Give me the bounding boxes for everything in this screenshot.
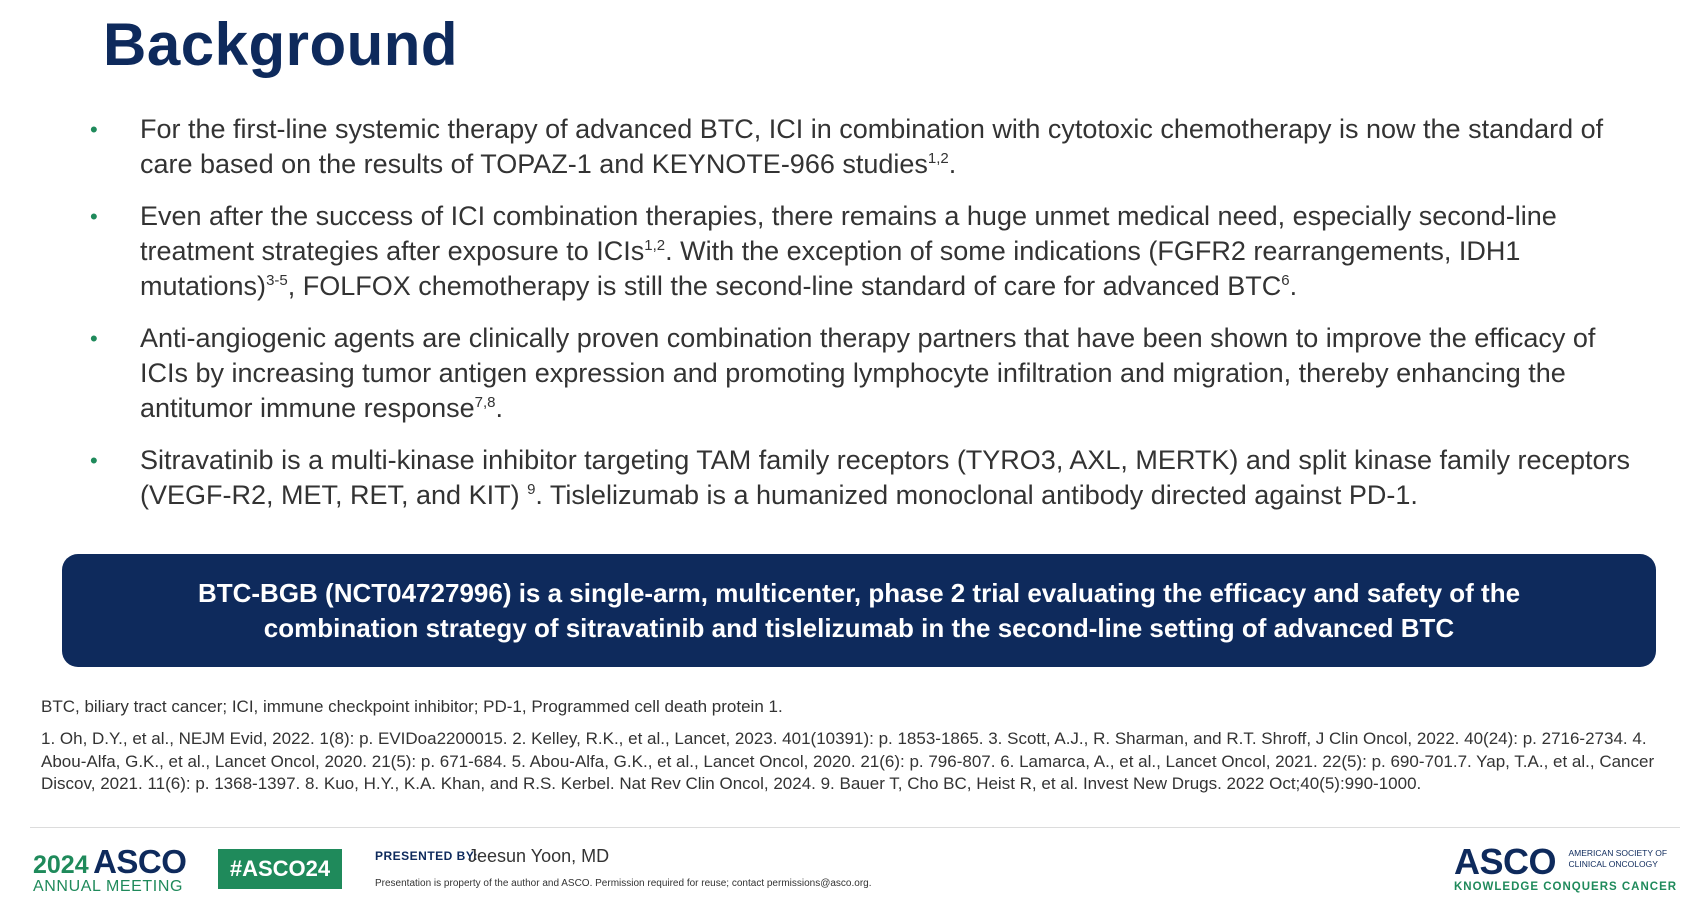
bullet-text: , FOLFOX chemotherapy is still the second-line standard of care for advanced BTC xyxy=(287,271,1282,301)
bullet-text: . xyxy=(495,393,504,423)
citation: 1,2 xyxy=(644,237,666,254)
society-line: CLINICAL ONCOLOGY xyxy=(1568,859,1658,869)
list-item xyxy=(88,112,1648,182)
presenter-name: Jeesun Yoon, MD xyxy=(468,846,610,866)
footer-divider xyxy=(30,827,1680,828)
list-item xyxy=(88,321,1648,426)
presented-by-label: PRESENTED BY: xyxy=(375,849,478,863)
hashtag-badge: #ASCO24 xyxy=(218,849,342,889)
bullet-text: Sitravatinib is a multi-kinase inhibitor targeting TAM family receptors (TYRO3, AXL, MERTK) and split kinase family receptors (VEGF-R2, MET, RET, and KIT) xyxy=(140,445,1631,510)
abbreviations: BTC, biliary tract cancer; ICI, immune checkpoint inhibitor; PD-1, Programmed cell death protein 1. xyxy=(41,697,783,716)
trial-callout xyxy=(62,554,1656,667)
references: 1. Oh, D.Y., et al., NEJM Evid, 2022. 1(8): p. EVIDoa2200015. 2. Kelley, R.K., et al., Lancet, 2023. 401(10391): p. 1853-1865. 3. Scott, A.J., R. Sharman, and R.T. Shroff, J Clin Oncol, 2022. 40(24): p. 2716-2734. 4. Abou-Alfa, G.K., et al., Lancet Oncol, 2020. 21(5): p. 671-684. 5. Abou-Alfa, G.K., et al., Lancet Oncol, 2020. 21(6): p. 796-807. 6. Lamarca, A., et al., Lancet Oncol, 2021. 22(5): p. 690-701.7. Yap, T.A., et al., Cancer Discov, 2021. 11(6): p. 1368-1397. 8. Kuo, H.Y., K.A. Khan, and R.S. Kerbel. Nat Rev Clin Oncol, 2024. 9. Bauer T, Cho BC, Heist R, et al. Invest New Drugs. 2022 Oct;40(5):990-1000. xyxy=(41,729,1655,793)
citation: 7,8 xyxy=(474,394,496,411)
citation: 9 xyxy=(527,481,536,498)
list-item xyxy=(88,199,1648,304)
bullet-icon: • xyxy=(90,117,98,142)
society-name xyxy=(1568,848,1667,870)
society-line: AMERICAN SOCIETY OF xyxy=(1568,848,1668,858)
citation: 6 xyxy=(1281,272,1290,289)
bullet-list xyxy=(88,112,1648,530)
citation: 1,2 xyxy=(927,150,949,167)
bullet-icon: • xyxy=(90,204,98,229)
callout-line: BTC-BGB (NCT04727996) is a single-arm, multicenter, phase 2 trial evaluating the efficacy and safety of the xyxy=(197,577,1521,608)
asco-wordmark: ASCO xyxy=(1454,841,1557,882)
bullet-text: For the first-line systemic therapy of advanced BTC, ICI in combination with cytotoxic chemotherapy is now the standard of care based on the results of TOPAZ-1 and KEYNOTE-966 studies xyxy=(140,114,1604,179)
meeting-year: 2024 xyxy=(33,851,89,879)
bullet-text: Even after the success of ICI combination therapies, there remains a huge unmet medical need, especially second-line treatment strategies after exposure to ICIs xyxy=(140,201,1557,266)
citation: 3-5 xyxy=(266,272,288,289)
page-title: Background xyxy=(103,11,459,78)
bullet-text: . Tislelizumab is a humanized monoclonal antibody directed against PD-1. xyxy=(535,480,1418,510)
bullet-text: . xyxy=(948,149,957,179)
callout-line: combination strategy of sitravatinib and tislelizumab in the second-line setting of advanced BTC xyxy=(263,612,1455,643)
asco-logo xyxy=(1454,841,1677,893)
list-item xyxy=(88,443,1648,513)
bullet-text: . xyxy=(1289,271,1298,301)
bullet-icon: • xyxy=(90,326,98,351)
bullet-icon: • xyxy=(90,448,98,473)
bullet-text: . With the exception of some indications (FGFR2 rearrangements, IDH1 mutations) xyxy=(140,236,1521,301)
tagline: KNOWLEDGE CONQUERS CANCER xyxy=(1454,881,1678,893)
meeting-logo xyxy=(33,843,186,896)
meeting-subtitle: ANNUAL MEETING xyxy=(33,878,184,895)
meeting-org: ASCO xyxy=(93,843,187,880)
disclaimer: Presentation is property of the author and ASCO. Permission required for reuse; contact permissions@asco.org. xyxy=(375,878,872,889)
bullet-text: Anti-angiogenic agents are clinically proven combination therapy partners that have been shown to improve the efficacy of ICIs by increasing tumor antigen expression and promoting lymphocyte infiltration and migration, thereby enhancing the antitumor immune response xyxy=(140,323,1596,423)
